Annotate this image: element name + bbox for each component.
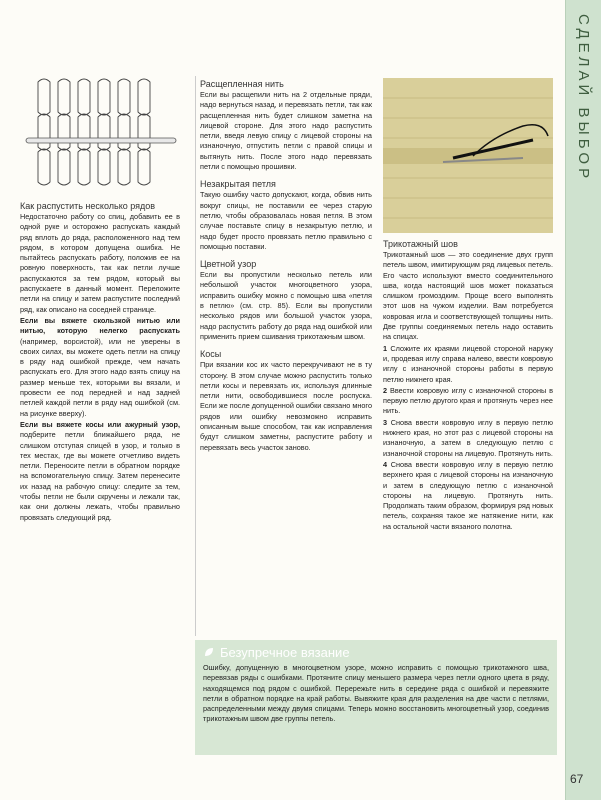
column-middle — [200, 78, 372, 454]
step-1: 1 Сложите их краями лицевой стороной наружу и, продевая иглу справа налево, ввести ковровую иглу с изнаночной стороны работы в первую петлю нижнего края. — [383, 343, 553, 384]
step-2: 2 Ввести ковровую иглу с изнаночной стороны в первую петлю другого края и протянуть через нее нить. — [383, 385, 553, 416]
paragraph: Если вы расщепили нить на 2 отдельные пряди, надо вернуться назад, и перевязать петли, так как расщепленная нить будет слишком заметна на лицевой стороне. Для этого надо распустить петли, введя левую спицу с лицевой стороны на изнаночную, отпустить петли с правой спицы и вытянуть нить. После этого надо перевязать петли с помощью прошивки. — [200, 90, 372, 172]
paragraph: При вязании кос их часто перекручивают не в ту сторону. В этом случае можно распустить только петли косы и перевязать их, используя длинные петли нити, освободившиеся после роспуска. Если же после допущенной ошибки связано много рядов или ошибку невозможно исправить описанным выше способом, так как исправления будут слишком заметны, распустите работу и перевязать весь участок заново. — [200, 360, 372, 452]
heading-grafting: Трикотажный шов — [383, 239, 458, 249]
tip-box-body: Ошибку, допущенную в многоцветном узоре, можно исправить с помощью трикотажного шва, перевязав ряды с ошибками. Протяните спицу меньшего размера через петли одного цвета в ряду, находящемся под рядом с ошибкой. Перережьте нить в середине ряда с ошибкой и перевяжите петли в обратном порядке на край работы. Вывяжите края для разделения на две части с петлями, распределенными между двумя спицами. Теперь можно восстановить многоцветный узор, соединив трикотажным швом две группы петель. — [203, 663, 549, 724]
paragraph: Недостаточно работу со спиц, добавить ее в одной руке и осторожно распускать каждый ряд вплоть до ряда, расположенного над тем рядом, в котором допущена ошибка. Не пытайтесь распускать работу, положив ее на ровную поверхность, так как петли лучше распускаются за тем рядом, который вы распускаете в данный момент. Переложите петли на спицу и затем распустите последний ряд, как описано на соседней странице. — [20, 212, 180, 314]
column-divider — [195, 76, 196, 636]
paragraph: Если вы вяжете скользкой нитью или нитью, которую нелегко распускать (например, ворсистой), или не уверены в своих силах, вы можете одеть петли на спицу в ряду над ошибкой прежде, чем начать распускать его. Для этого надо взять спицу на размер меньше тех, которыми вы вязали, и провести ее под передней и над задней петлей каждой петли в ряду над ошибкой (см. на рисунке вверху). — [20, 315, 180, 418]
column-right — [383, 238, 553, 533]
step-3: 3 Снова ввести ковровую иглу в первую петлю нижнего края, но этот раз с лицевой стороны на изнаночную, а затем в следующую петлю с изнаночной стороны на лицевую. Протянуть нить. — [383, 417, 553, 458]
heading-unravel-rows: Как распустить несколько рядов — [20, 201, 156, 211]
step-4: 4 Снова ввести ковровую иглу в первую петлю верхнего края с лицевой стороны на изнаночную и затем в следующую петлю с изнаночной стороны на лицевую. Протянуть нить. Продолжать таким образом, формируя ряд новых петель, сохраняя такое же натяжение нити, как на остальной части вязаного полотна. — [383, 459, 553, 531]
leaf-icon — [203, 646, 215, 658]
paragraph: Если вы вяжете косы или ажурный узор, подберите петли ближайшего ряда, не слишком отступая спицей в узор, и только в тех местах, где вы можете отчетливо видеть петли. Переносите петли в обратном порядке на вспомогательную спицу. Затем перенесите их назад на рабочую спицу: следите за тем, чтобы петли не были скручены и лежали так, как они должны лежать, чтобы правильно провязать следующий ряд. — [20, 419, 180, 522]
heading-color-pattern: Цветной узор — [200, 259, 257, 270]
page-number: 67 — [570, 772, 584, 786]
paragraph: Если вы пропустили несколько петель или небольшой участок многоцветного узора, исправить ошибку можно с помощью шва «петля в петлю» (см. стр. 85). Если вы пропустили несколько рядов или большой участок узора, надо распустить работу до ряда над ошибкой или применить прием сшивания трикотажным швом. — [200, 270, 372, 341]
grafting-photo — [383, 78, 553, 233]
heading-unclosed-loop: Незакрытая петля — [200, 179, 276, 190]
stitch-pickup-illustration — [18, 72, 180, 198]
paragraph: Такую ошибку часто допускают, когда, обвив нить вокруг спицы, не поставили ее через старую петлю, чтобы образовалась новая петля. В этом случае поставьте спицу в незакрытую петлю, и надо будет просто провязать петлю правильно с помощью поставки. — [200, 190, 372, 251]
paragraph: Трикотажный шов — это соединение двух групп петель швом, имитирующим ряд лицевых петель. Его часто используют вместо соединительного шва, когда настоящий шов может показаться слишком громоздким. Проще всего выполнять этот шов на чужом изделии. Вам потребуется ковровая игла и соответствующей толщины нить. Две группы соединяемых петель надо оставить на спицах. — [383, 250, 553, 342]
heading-cables: Косы — [200, 349, 222, 360]
heading-split-yarn: Расщепленная нить — [200, 79, 284, 89]
section-title: СДЕЛАЙ ВЫБОР — [575, 14, 592, 183]
tip-box-title: Безупречное вязание — [220, 645, 350, 660]
column-left — [20, 200, 180, 524]
